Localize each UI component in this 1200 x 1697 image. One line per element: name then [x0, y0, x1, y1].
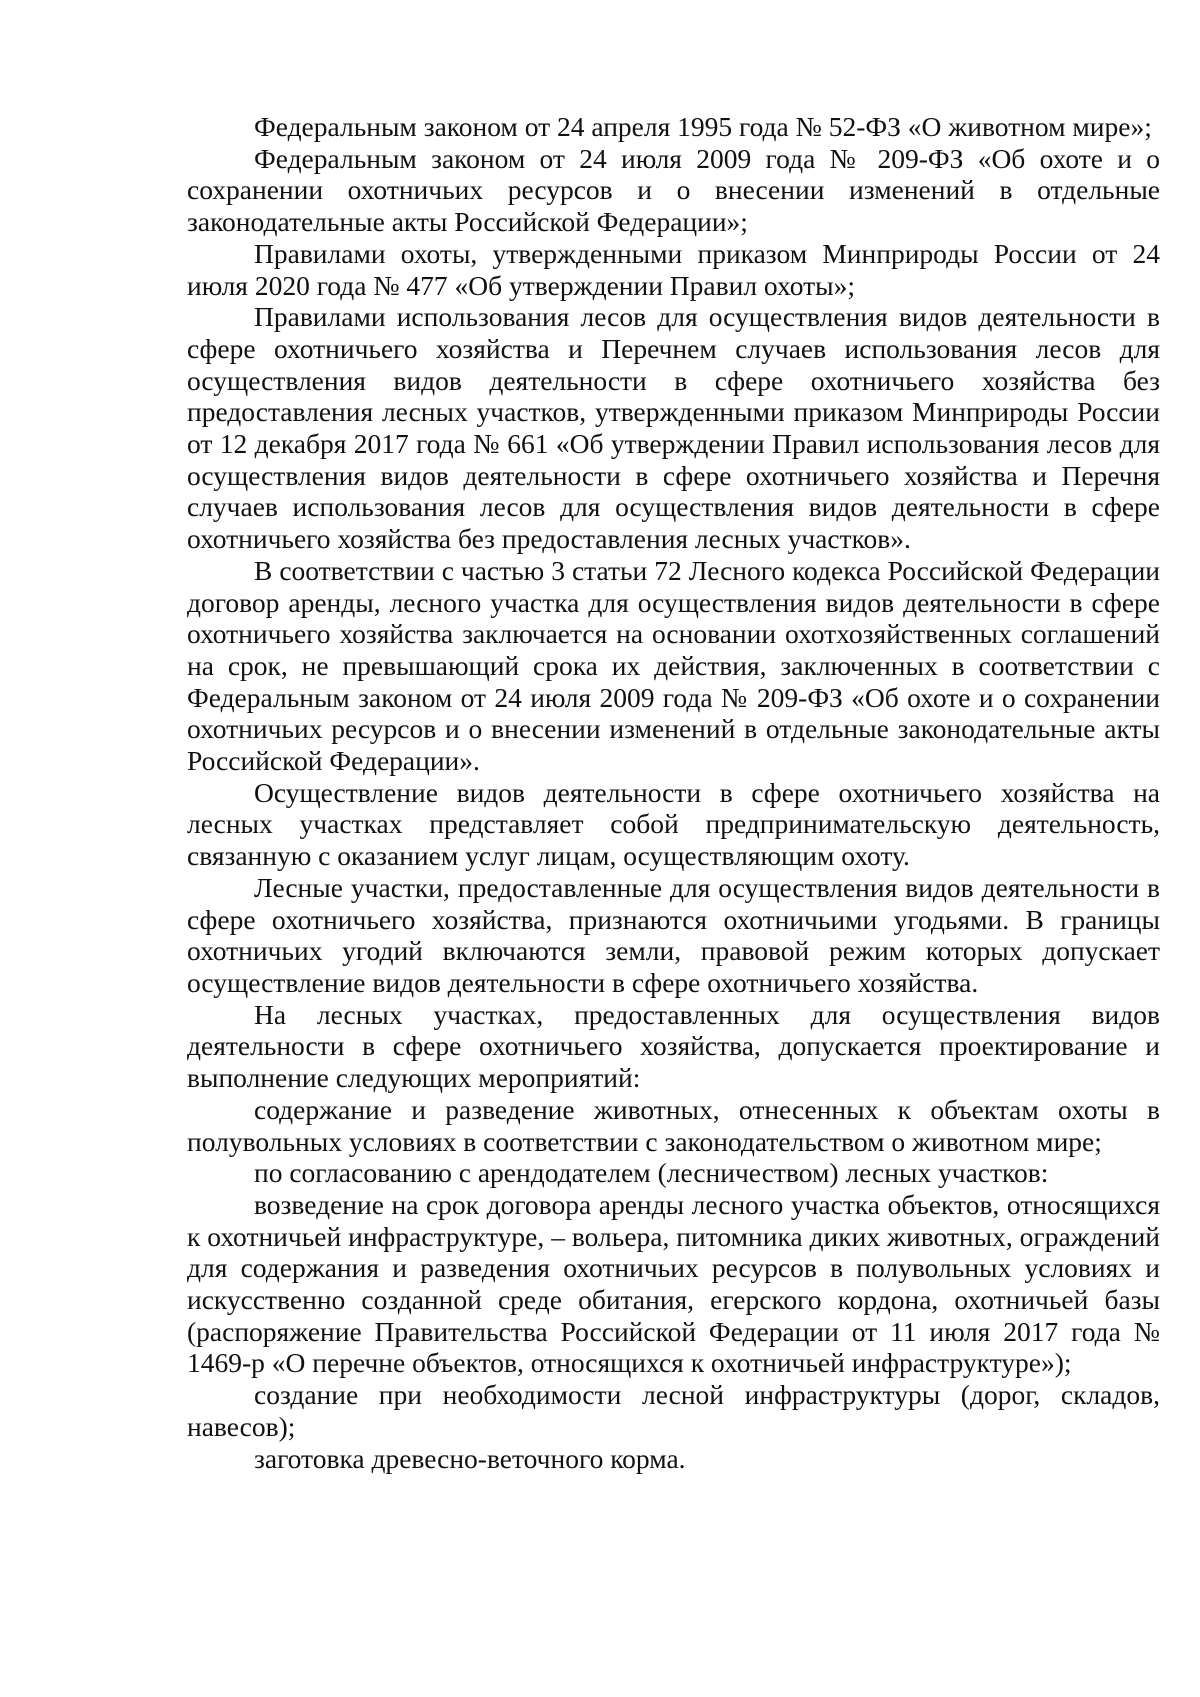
paragraph-permitted-measures: На лесных участках, предоставленных для осуществления видов деятельности в сфере охотничьего хозяйства, допускается проектирование и выполнение следующих мероприятий: [187, 998, 1160, 1094]
paragraph-entrepreneurial-activity: Осуществление видов деятельности в сфере охотничьего хозяйства на лесных участках представляет собой предпринимательскую деятельность, связанную с оказанием услуг лицам, осуществляющим охоту. [187, 776, 1160, 872]
paragraph-law-hunting: Федеральным законом от 24 июля 2009 года № 209-ФЗ «Об охоте и о сохранении охотничьих ресурсов и о внесении изменений в отдельные законодательные акты Российской Федерации»; [187, 142, 1160, 238]
list-item-forest-infrastructure: создание при необходимости лесной инфраструктуры (дорог, складов, навесов); [187, 1379, 1160, 1442]
paragraph-lease-agreement: В соответствии с частью 3 статьи 72 Лесного кодекса Российской Федерации договор аренды, лесного участка для осуществления видов деятельности в сфере охотничьего хозяйства заключается на основании охотхозяйственных соглашений на срок, не превышающий срока их действия, заключенных в соответствии с Федеральным законом от 24 июля 2009 года № 209-ФЗ «Об охоте и о сохранении охотничьих ресурсов и о внесении изменений в отдельные законодательные акты Российской Федерации». [187, 554, 1160, 777]
document-page [187, 111, 1160, 1474]
paragraph-forest-use-rules: Правилами использования лесов для осуществления видов деятельности в сфере охотничьего хозяйства и Перечнем случаев использования лесов для осуществления видов деятельности в сфере охотничьего хозяйства без предоставления лесных участков, утвержденными приказом Минприроды России от 12 декабря 2017 года № 661 «Об утверждении Правил использования лесов для осуществления видов деятельности в сфере охотничьего хозяйства и Перечня случаев использования лесов для осуществления видов деятельности в сфере охотничьего хозяйства без предоставления лесных участков». [187, 301, 1160, 555]
list-item-lessor-agreement: по согласованию с арендодателем (лесничеством) лесных участков: [254, 1157, 1049, 1189]
paragraph-hunting-grounds: Лесные участки, предоставленные для осуществления видов деятельности в сфере охотничьего хозяйства, признаются охотничьими угодьями. В границы охотничьих угодий включаются земли, правовой режим которых допускает осуществление видов деятельности в сфере охотничьего хозяйства. [187, 871, 1160, 998]
paragraph-law-animal-world: Федеральным законом от 24 апреля 1995 года № 52-ФЗ «О животном мире»; [254, 111, 1152, 142]
list-item-infrastructure-construction: возведение на срок договора аренды лесного участка объектов, относящихся к охотничьей инфраструктуре, – вольера, питомника диких животных, ограждений для содержания и разведения охотничьих ресурсов в полувольных условиях и искусственно созданной среде обитания, егерского кордона, охотничьей базы (распоряжение Правительства Российской Федерации от 11 июля 2017 года № 1469-р «О перечне объектов, относящихся к охотничьей инфраструктуре»); [187, 1188, 1160, 1379]
paragraph-hunting-rules: Правилами охоты, утвержденными приказом Минприроды России от 24 июля 2020 года № 477 «Об утверждении Правил охоты»; [187, 237, 1160, 301]
list-item-animal-keeping: содержание и разведение животных, отнесенных к объектам охоты в полувольных условиях в соответствии с законодательством о животном мире; [187, 1093, 1160, 1157]
list-item-feed-harvesting: заготовка древесно-веточного корма. [254, 1442, 686, 1474]
